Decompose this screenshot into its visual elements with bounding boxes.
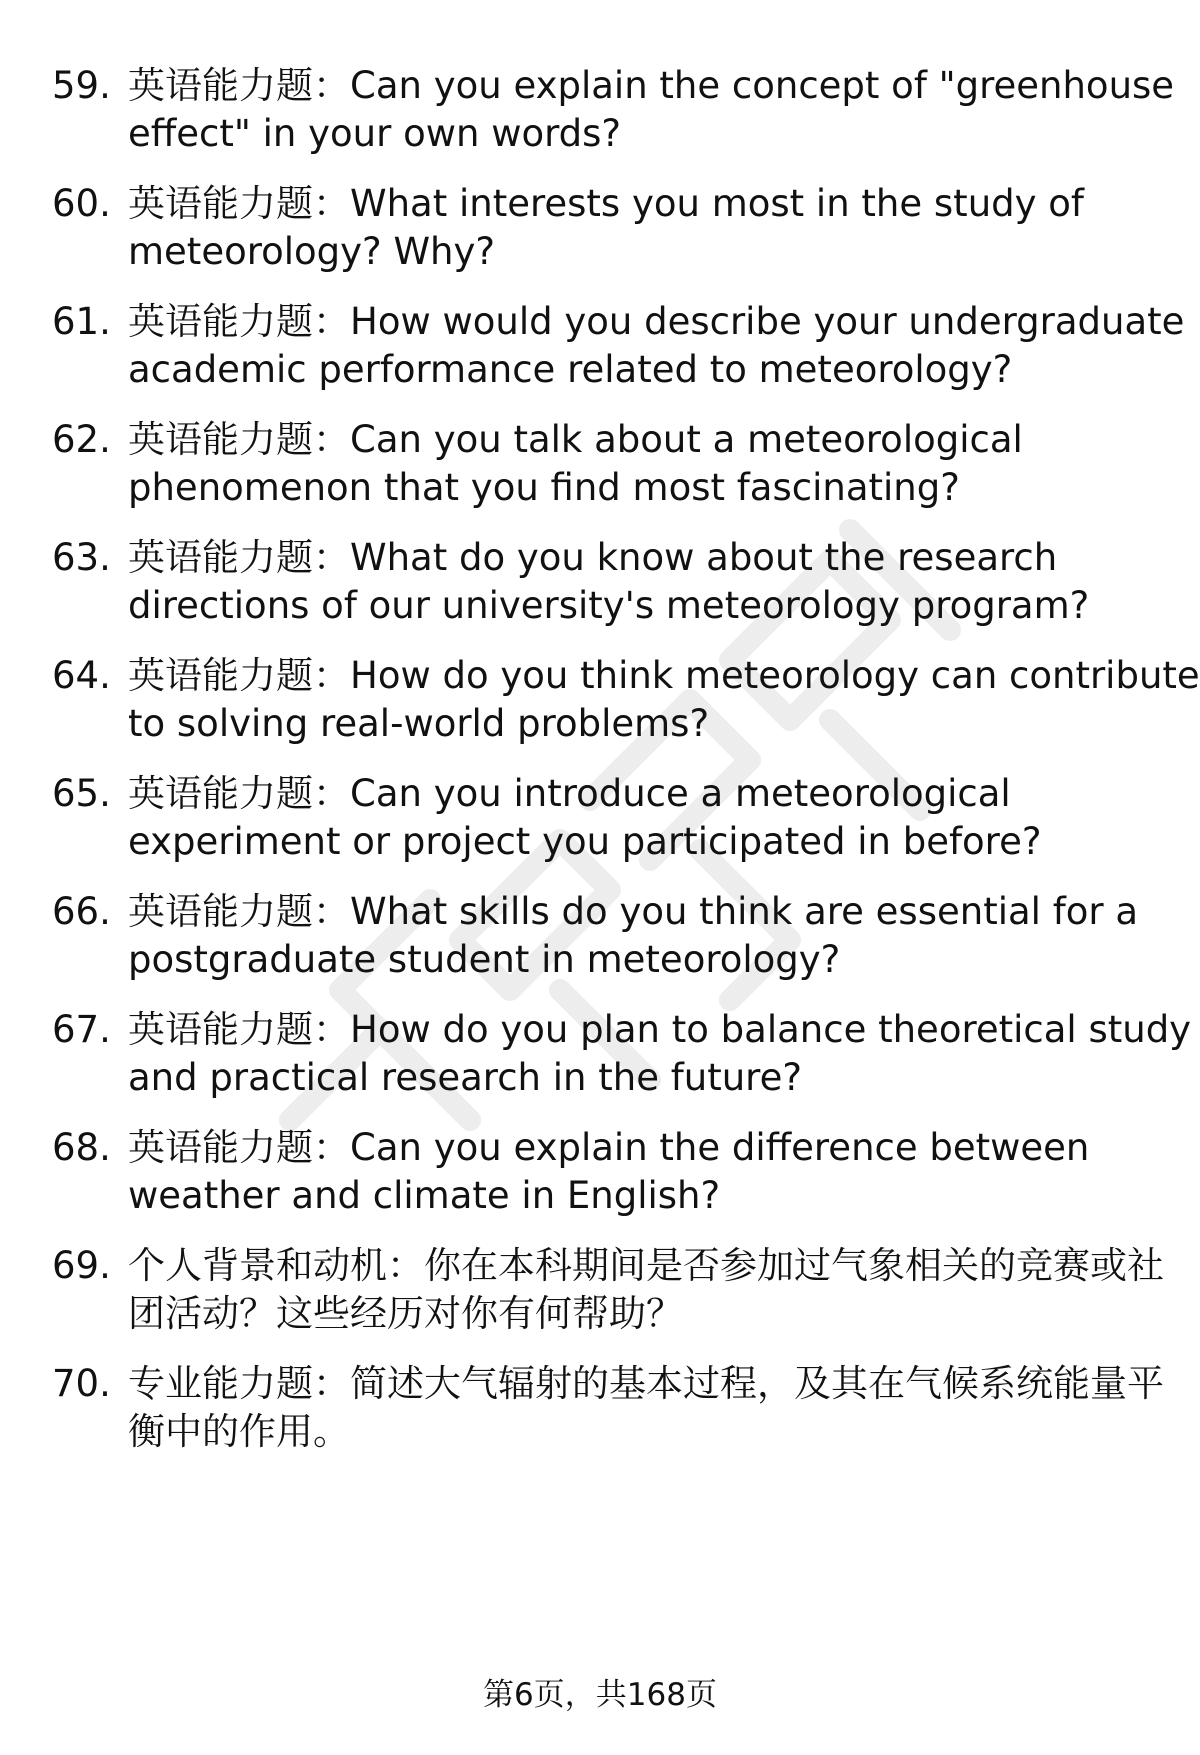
question-text — [128, 888, 1168, 984]
question-line: and practical research in the future? — [128, 1056, 802, 1099]
question-item — [0, 298, 1200, 408]
question-number: 69. — [52, 1244, 111, 1287]
question-line: academic performance related to meteorology? — [128, 348, 1013, 391]
question-number: 63. — [52, 536, 111, 579]
question-item — [0, 62, 1200, 172]
question-number: 66. — [52, 890, 111, 933]
question-line: 英语能力题：What interests you most in the study of — [128, 182, 1084, 225]
question-text — [128, 1006, 1192, 1102]
question-number: 67. — [52, 1008, 111, 1051]
question-number: 65. — [52, 772, 111, 815]
question-number: 68. — [52, 1126, 111, 1169]
question-text — [128, 180, 1168, 276]
question-item — [0, 770, 1200, 880]
question-line: 衡中的作用。 — [128, 1410, 350, 1453]
question-item — [0, 534, 1200, 644]
question-line: 英语能力题：Can you talk about a meteorological — [128, 418, 1023, 461]
question-line: 英语能力题：Can you explain the difference between — [128, 1126, 1090, 1169]
question-item — [0, 1242, 1200, 1352]
question-line: phenomenon that you find most fascinating? — [128, 466, 960, 509]
question-number: 64. — [52, 654, 111, 697]
question-text — [128, 62, 1175, 158]
question-number: 59. — [52, 64, 111, 107]
question-line: effect" in your own words? — [128, 112, 622, 155]
question-item — [0, 1124, 1200, 1234]
question-item — [0, 416, 1200, 526]
question-line: 英语能力题：What do you know about the research — [128, 536, 1058, 579]
question-item — [0, 1360, 1200, 1470]
question-text — [128, 416, 1168, 512]
question-line: weather and climate in English? — [128, 1174, 721, 1217]
question-line: 英语能力题：What skills do you think are essential for a — [128, 890, 1139, 933]
question-line: 英语能力题：Can you introduce a meteorological — [128, 772, 1011, 815]
question-line: directions of our university's meteorology program? — [128, 584, 1090, 627]
question-text — [128, 298, 1185, 394]
question-line: 团活动？这些经历对你有何帮助？ — [128, 1292, 683, 1335]
question-line: 英语能力题：How would you describe your undergraduate — [128, 300, 1185, 343]
question-line: to solving real-world problems? — [128, 702, 710, 745]
question-item — [0, 888, 1200, 998]
question-item — [0, 652, 1200, 762]
question-number: 60. — [52, 182, 111, 225]
question-text — [128, 1124, 1168, 1220]
question-item — [0, 180, 1200, 290]
question-text — [128, 1242, 1168, 1338]
question-text — [128, 534, 1168, 630]
question-line: 英语能力题：How do you think meteorology can contribute — [128, 654, 1200, 697]
question-number: 70. — [52, 1362, 111, 1405]
page-footer: 第6页，共168页 — [483, 1677, 717, 1713]
question-line: experiment or project you participated in before? — [128, 820, 1042, 863]
question-line: 专业能力题：简述大气辐射的基本过程，及其在气候系统能量平 — [128, 1362, 1164, 1405]
question-text — [128, 1360, 1168, 1456]
question-text — [128, 770, 1168, 866]
question-line: 个人背景和动机：你在本科期间是否参加过气象相关的竞赛或社 — [128, 1244, 1164, 1287]
question-text — [128, 652, 1200, 748]
question-number: 61. — [52, 300, 111, 343]
question-number: 62. — [52, 418, 111, 461]
question-line: meteorology? Why? — [128, 230, 496, 273]
question-item — [0, 1006, 1200, 1116]
question-line: postgraduate student in meteorology? — [128, 938, 841, 981]
question-line: 英语能力题：Can you explain the concept of "greenhouse — [128, 64, 1175, 107]
question-line: 英语能力题：How do you plan to balance theoretical study — [128, 1008, 1192, 1051]
